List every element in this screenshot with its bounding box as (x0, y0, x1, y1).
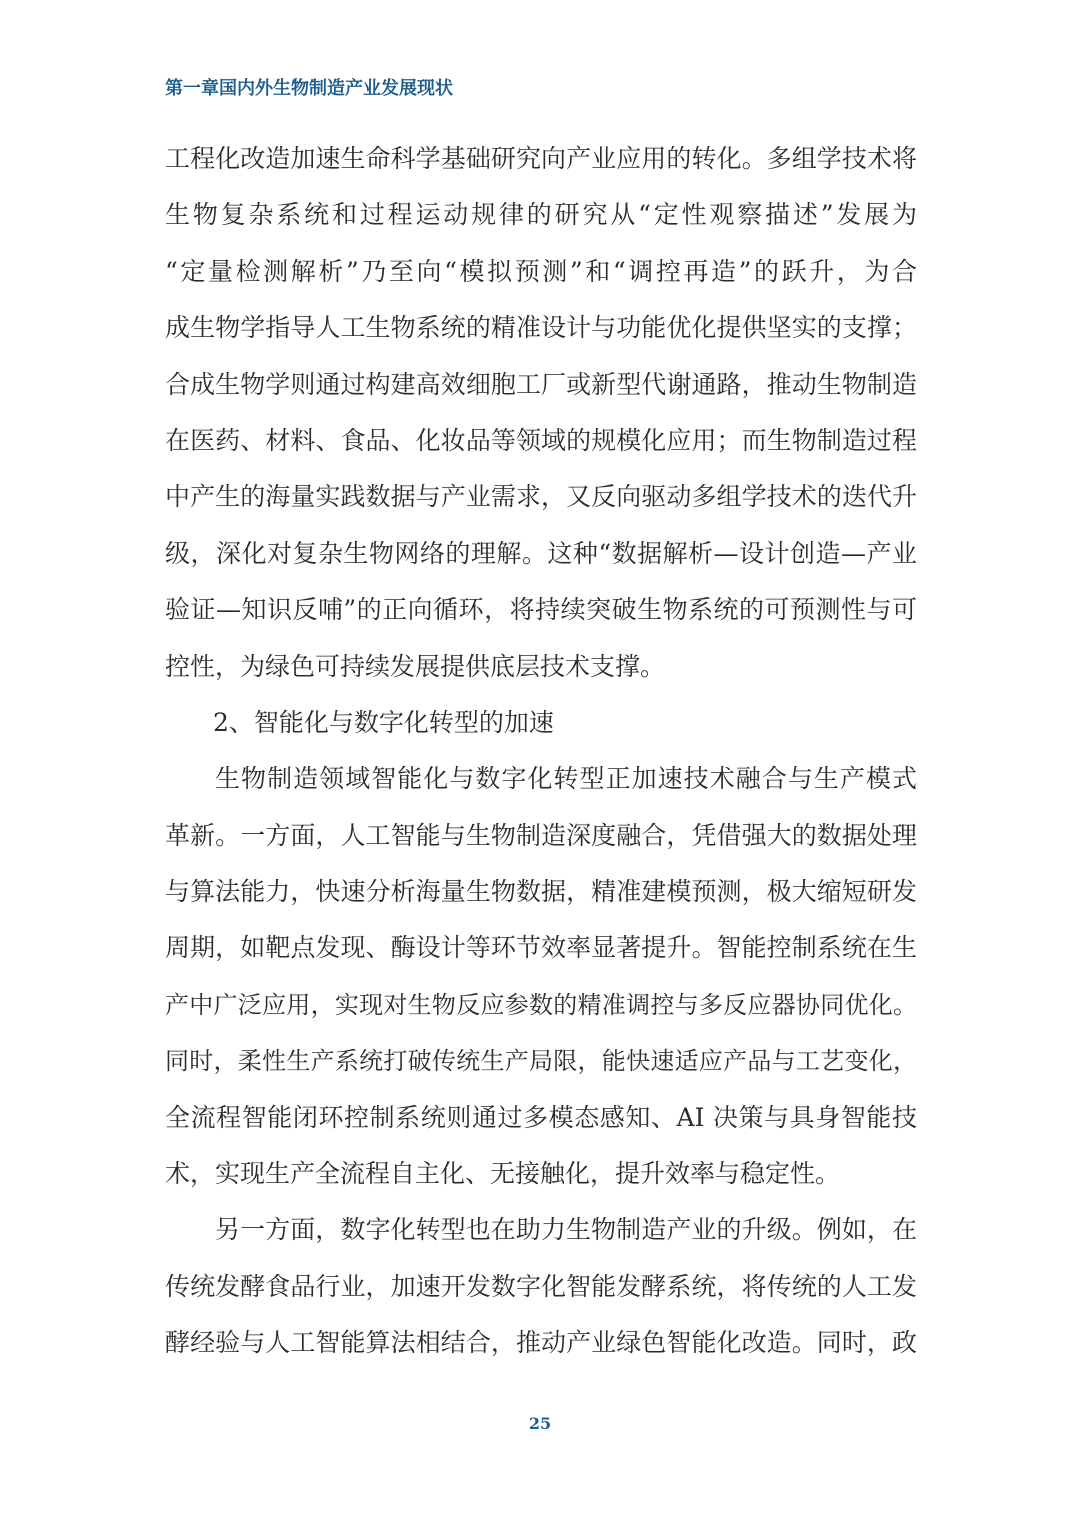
paragraph-line: 传统发酵食品行业，加速开发数字化智能发酵系统，将传统的人工发 (165, 1271, 917, 1301)
paragraph-line: 同时，柔性生产系统打破传统生产局限，能快速适应产品与工艺变化， (165, 1047, 917, 1076)
paragraph-line: 验证—知识反哺”的正向循环，将持续突破生物系统的可预测性与可 (165, 595, 917, 625)
paragraph-line: 在医药、材料、食品、化妆品等领域的规模化应用；而生物制造过程 (165, 425, 917, 455)
paragraph-line: 合成生物学则通过构建高效细胞工厂或新型代谢通路，推动生物制造 (165, 369, 917, 399)
chapter-header: 第一章国内外生物制造产业发展现状 (165, 78, 453, 99)
paragraph-line: 与算法能力，快速分析海量生物数据，精准建模预测，极大缩短研发 (165, 877, 917, 907)
page-number: 25 (528, 1414, 552, 1433)
paragraph-line: 周期，如靶点发现、酶设计等环节效率显著提升。智能控制系统在生 (165, 933, 917, 963)
paragraph-line: 酵经验与人工智能算法相结合，推动产业绿色智能化改造。同时，政 (165, 1328, 917, 1358)
paragraph-line: 革新。一方面，人工智能与生物制造深度融合，凭借强大的数据处理 (165, 820, 917, 850)
paragraph-line: “定量检测解析”乃至向“模拟预测”和“调控再造”的跃升，为合 (165, 256, 917, 286)
paragraph-line: 全流程智能闭环控制系统则通过多模态感知、AI 决策与具身智能技 (165, 1102, 917, 1132)
paragraph-line: 产中广泛应用，实现对生物反应参数的精准调控与多反应器协同优化。 (165, 990, 917, 1019)
paragraph-line: 生物复杂系统和过程运动规律的研究从“定性观察描述”发展为 (165, 200, 917, 230)
section-heading: 2、智能化与数字化转型的加速 (213, 707, 554, 737)
paragraph-line: 成生物学指导人工生物系统的精准设计与功能优化提供坚实的支撑； (165, 313, 917, 343)
paragraph-line: 级，深化对复杂生物网络的理解。这种“数据解析—设计创造—产业 (165, 538, 917, 568)
paragraph-line: 中产生的海量实践数据与产业需求，又反向驱动多组学技术的迭代升 (165, 482, 917, 512)
paragraph-line: 工程化改造加速生命科学基础研究向产业应用的转化。多组学技术将 (165, 144, 917, 173)
paragraph-line: 另一方面，数字化转型也在助力生物制造产业的升级。例如，在 (215, 1215, 917, 1245)
paragraph-line: 控性，为绿色可持续发展提供底层技术支撑。 (165, 651, 666, 681)
document-body (165, 131, 917, 1372)
paragraph-line: 生物制造领域智能化与数字化转型正加速技术融合与生产模式 (215, 764, 917, 794)
paragraph-line: 术，实现生产全流程自主化、无接触化，提升效率与稳定性。 (165, 1159, 841, 1189)
